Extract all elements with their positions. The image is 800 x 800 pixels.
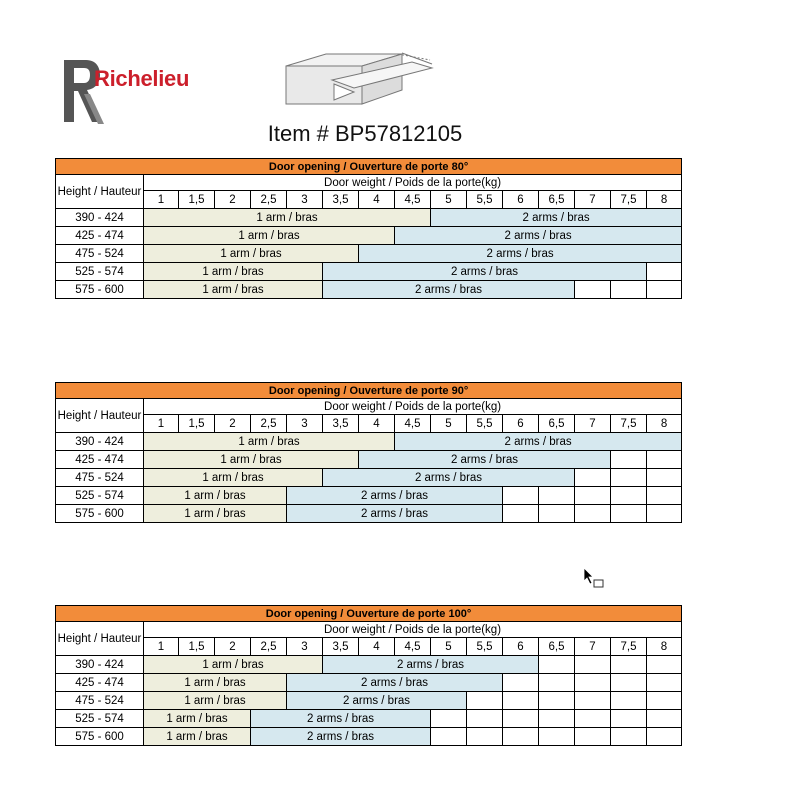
table-row: [56, 245, 682, 263]
one-arm-cell: 1 arm / bras: [144, 227, 395, 245]
table-row: [56, 263, 682, 281]
empty-cell: [611, 692, 647, 710]
weight-value-cell: 4,5: [395, 415, 431, 433]
weight-value-cell: 6: [503, 638, 539, 656]
two-arms-cell: 2 arms / bras: [395, 227, 682, 245]
two-arms-cell: 2 arms / bras: [287, 505, 503, 523]
item-title: Item # BP57812105: [267, 121, 463, 146]
height-range-cell: 475 - 524: [56, 245, 144, 263]
empty-cell: [647, 469, 682, 487]
one-arm-cell: 1 arm / bras: [144, 209, 431, 227]
height-range-cell: 575 - 600: [56, 505, 144, 523]
one-arm-cell: 1 arm / bras: [144, 451, 359, 469]
one-arm-cell: 1 arm / bras: [144, 245, 359, 263]
two-arms-cell: 2 arms / bras: [395, 433, 682, 451]
empty-cell: [647, 505, 682, 523]
door-weight-header: Door weight / Poids de la porte(kg): [144, 622, 682, 638]
empty-cell: [467, 728, 503, 746]
weight-arm-table: [55, 382, 682, 523]
door-opening-100-table: [55, 605, 681, 746]
weight-value-cell: 8: [647, 415, 682, 433]
empty-cell: [647, 656, 682, 674]
weight-value-cell: 3: [287, 415, 323, 433]
weight-value-cell: 6: [503, 191, 539, 209]
table-row: [56, 692, 682, 710]
empty-cell: [503, 674, 539, 692]
height-range-cell: 525 - 574: [56, 487, 144, 505]
empty-cell: [575, 505, 611, 523]
brand-name: Richelieu: [94, 66, 190, 91]
two-arms-cell: 2 arms / bras: [251, 728, 431, 746]
weight-value-cell: 3,5: [323, 415, 359, 433]
weight-value-cell: 3: [287, 638, 323, 656]
empty-cell: [575, 692, 611, 710]
weight-value-cell: 7,5: [611, 415, 647, 433]
height-range-cell: 425 - 474: [56, 451, 144, 469]
table-row: [56, 227, 682, 245]
table-row: [56, 433, 682, 451]
height-range-cell: 475 - 524: [56, 692, 144, 710]
weight-value-cell: 5,5: [467, 191, 503, 209]
weight-value-cell: 5,5: [467, 415, 503, 433]
empty-cell: [503, 710, 539, 728]
two-arms-cell: 2 arms / bras: [359, 451, 611, 469]
empty-cell: [611, 710, 647, 728]
door-opening-90-table: [55, 382, 681, 523]
table-row: [56, 505, 682, 523]
height-range-cell: 390 - 424: [56, 656, 144, 674]
empty-cell: [575, 656, 611, 674]
empty-cell: [575, 281, 611, 299]
weight-value-cell: 1,5: [179, 638, 215, 656]
brand-logo: [62, 58, 212, 128]
door-weight-header: Door weight / Poids de la porte(kg): [144, 399, 682, 415]
empty-cell: [647, 487, 682, 505]
weight-value-cell: 2,5: [251, 415, 287, 433]
one-arm-cell: 1 arm / bras: [144, 728, 251, 746]
one-arm-cell: 1 arm / bras: [144, 469, 323, 487]
weight-value-cell: 4: [359, 638, 395, 656]
one-arm-cell: 1 arm / bras: [144, 263, 323, 281]
two-arms-cell: 2 arms / bras: [287, 487, 503, 505]
weight-value-cell: 7: [575, 638, 611, 656]
table-row: [56, 469, 682, 487]
empty-cell: [647, 281, 682, 299]
two-arms-cell: 2 arms / bras: [323, 263, 647, 281]
table-title: Door opening / Ouverture de porte 90°: [56, 383, 682, 399]
height-range-cell: 575 - 600: [56, 281, 144, 299]
mouse-pointer-icon: [583, 567, 607, 596]
two-arms-cell: 2 arms / bras: [323, 469, 575, 487]
two-arms-cell: 2 arms / bras: [359, 245, 682, 263]
weight-value-cell: 6,5: [539, 191, 575, 209]
height-range-cell: 425 - 474: [56, 227, 144, 245]
weight-value-cell: 8: [647, 191, 682, 209]
door-opening-80-table: [55, 158, 681, 299]
empty-cell: [539, 505, 575, 523]
weight-value-cell: 7: [575, 415, 611, 433]
weight-value-cell: 3,5: [323, 191, 359, 209]
height-range-cell: 390 - 424: [56, 433, 144, 451]
empty-cell: [539, 656, 575, 674]
weight-value-cell: 2: [215, 191, 251, 209]
empty-cell: [647, 674, 682, 692]
weight-value-cell: 7: [575, 191, 611, 209]
empty-cell: [575, 469, 611, 487]
weight-value-cell: 8: [647, 638, 682, 656]
two-arms-cell: 2 arms / bras: [323, 281, 575, 299]
weight-arm-table: [55, 605, 682, 746]
empty-cell: [611, 505, 647, 523]
weight-value-cell: 1,5: [179, 415, 215, 433]
weight-value-cell: 4,5: [395, 191, 431, 209]
empty-cell: [647, 728, 682, 746]
weight-value-cell: 6: [503, 415, 539, 433]
two-arms-cell: 2 arms / bras: [431, 209, 682, 227]
weight-value-cell: 7,5: [611, 191, 647, 209]
empty-cell: [539, 728, 575, 746]
one-arm-cell: 1 arm / bras: [144, 281, 323, 299]
table-row: [56, 656, 682, 674]
weight-value-cell: 2,5: [251, 191, 287, 209]
empty-cell: [647, 710, 682, 728]
one-arm-cell: 1 arm / bras: [144, 433, 395, 451]
weight-value-cell: 7,5: [611, 638, 647, 656]
empty-cell: [539, 487, 575, 505]
empty-cell: [611, 281, 647, 299]
weight-value-cell: 1: [144, 191, 179, 209]
empty-cell: [611, 656, 647, 674]
empty-cell: [467, 710, 503, 728]
empty-cell: [539, 710, 575, 728]
two-arms-cell: 2 arms / bras: [287, 692, 467, 710]
empty-cell: [539, 692, 575, 710]
table-row: [56, 728, 682, 746]
empty-cell: [503, 487, 539, 505]
table-row: [56, 451, 682, 469]
empty-cell: [431, 728, 467, 746]
weight-value-cell: 6,5: [539, 638, 575, 656]
empty-cell: [539, 674, 575, 692]
two-arms-cell: 2 arms / bras: [323, 656, 539, 674]
height-range-cell: 525 - 574: [56, 263, 144, 281]
empty-cell: [431, 710, 467, 728]
table-title: Door opening / Ouverture de porte 100°: [56, 606, 682, 622]
empty-cell: [647, 692, 682, 710]
weight-value-cell: 5: [431, 191, 467, 209]
empty-cell: [647, 263, 682, 281]
height-column-header: Height / Hauteur: [56, 175, 144, 209]
table-title: Door opening / Ouverture de porte 80°: [56, 159, 682, 175]
empty-cell: [611, 487, 647, 505]
empty-cell: [611, 728, 647, 746]
table-row: [56, 674, 682, 692]
weight-value-cell: 1,5: [179, 191, 215, 209]
one-arm-cell: 1 arm / bras: [144, 710, 251, 728]
height-range-cell: 575 - 600: [56, 728, 144, 746]
weight-value-cell: 2: [215, 415, 251, 433]
empty-cell: [611, 674, 647, 692]
weight-value-cell: 4,5: [395, 638, 431, 656]
weight-value-cell: 3,5: [323, 638, 359, 656]
weight-value-cell: 4: [359, 415, 395, 433]
table-row: [56, 710, 682, 728]
door-weight-header: Door weight / Poids de la porte(kg): [144, 175, 682, 191]
empty-cell: [575, 487, 611, 505]
lift-hinge-product-icon: [282, 50, 442, 125]
table-row: [56, 487, 682, 505]
weight-value-cell: 1: [144, 415, 179, 433]
one-arm-cell: 1 arm / bras: [144, 692, 287, 710]
one-arm-cell: 1 arm / bras: [144, 505, 287, 523]
weight-value-cell: 5: [431, 415, 467, 433]
empty-cell: [575, 710, 611, 728]
height-range-cell: 425 - 474: [56, 674, 144, 692]
table-row: [56, 281, 682, 299]
height-range-cell: 475 - 524: [56, 469, 144, 487]
weight-value-cell: 2,5: [251, 638, 287, 656]
weight-value-cell: 5,5: [467, 638, 503, 656]
two-arms-cell: 2 arms / bras: [251, 710, 431, 728]
empty-cell: [611, 469, 647, 487]
weight-arm-table: [55, 158, 682, 299]
empty-cell: [503, 728, 539, 746]
empty-cell: [575, 728, 611, 746]
empty-cell: [575, 674, 611, 692]
one-arm-cell: 1 arm / bras: [144, 656, 323, 674]
weight-value-cell: 1: [144, 638, 179, 656]
empty-cell: [503, 692, 539, 710]
two-arms-cell: 2 arms / bras: [287, 674, 503, 692]
empty-cell: [647, 451, 682, 469]
height-column-header: Height / Hauteur: [56, 622, 144, 656]
height-column-header: Height / Hauteur: [56, 399, 144, 433]
weight-value-cell: 5: [431, 638, 467, 656]
one-arm-cell: 1 arm / bras: [144, 674, 287, 692]
height-range-cell: 525 - 574: [56, 710, 144, 728]
height-range-cell: 390 - 424: [56, 209, 144, 227]
empty-cell: [503, 505, 539, 523]
weight-value-cell: 3: [287, 191, 323, 209]
weight-value-cell: 6,5: [539, 415, 575, 433]
empty-cell: [611, 451, 647, 469]
empty-cell: [467, 692, 503, 710]
weight-value-cell: 2: [215, 638, 251, 656]
table-row: [56, 209, 682, 227]
weight-value-cell: 4: [359, 191, 395, 209]
one-arm-cell: 1 arm / bras: [144, 487, 287, 505]
